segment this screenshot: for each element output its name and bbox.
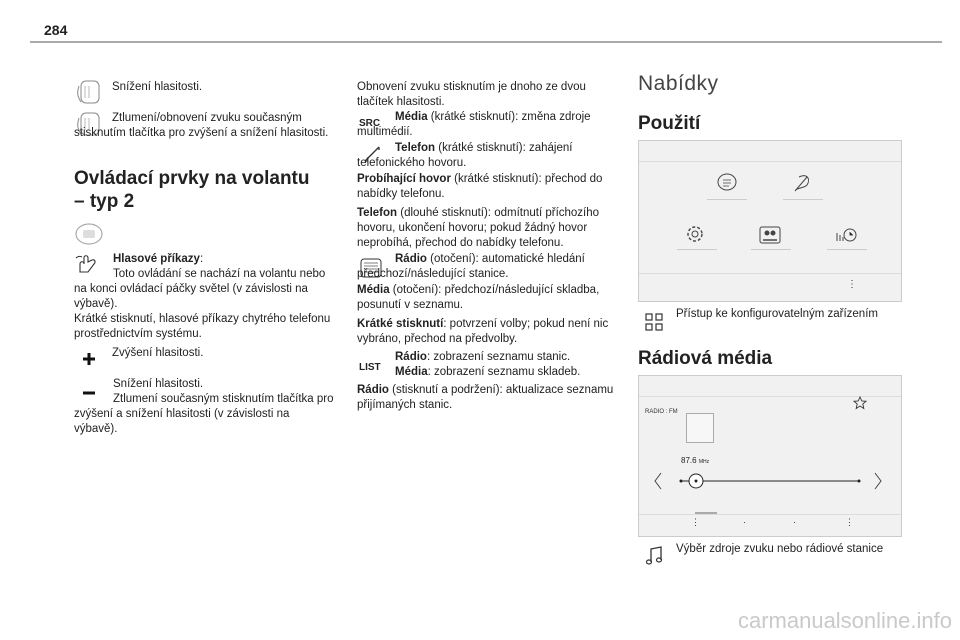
paragraph-mute: Ztlumení/obnovení zvuku současným stisknutím tlačítka pro zvýšení a snížení hlasitosti. (74, 112, 329, 139)
hold-text: (stisknutí a podržení): aktualizace seznamu přijímaných stanic. (357, 384, 614, 411)
source-select-text: Výběr zdroje zvuku nebo rádiové stanice (676, 543, 884, 555)
dot-icon[interactable]: · (793, 517, 796, 527)
apps-screen-illustration (638, 140, 902, 302)
heading-line-1: Ovládací prvky na volantu (74, 168, 310, 189)
minus-text-2: Ztlumení současným stisknutím tlačítka pro zvýšení a snížení hlasitosti (v závislosti na výbavě). (74, 393, 334, 435)
paragraph-src (357, 110, 619, 140)
section-heading-steering (74, 167, 334, 213)
src-bold: Média (395, 111, 428, 123)
voice-commands-text: Toto ovládání se nachází na volantu nebo na konci ovládací páčky světel (v závislosti na výbavě). (74, 268, 326, 310)
call-text: (krátké stisknutí): přechod do nabídky telefonu. (357, 173, 603, 200)
short-bold: Krátké stisknutí (357, 318, 444, 330)
paragraph-media-rotate (357, 283, 619, 313)
steering-wheel-icon (74, 222, 104, 246)
phone-text: (krátké stisknutí): zahájení telefonického hovoru. (357, 142, 573, 169)
header-rule (30, 41, 942, 43)
call-bold: Probíhající hovor (357, 173, 451, 185)
tel-text: (dlouhé stisknutí): odmítnutí příchozího hovoru, ukončení hovoru; pokud žádný hovor neprobíhá, přechod do nabídky telefonu. (357, 207, 600, 249)
list-media-bold: Média (395, 366, 428, 378)
paragraph-telephone-long (357, 206, 619, 251)
src-text: (krátké stisknutí): změna zdroje multimédií. (357, 111, 591, 138)
page-number: 284 (44, 22, 68, 38)
paragraph-phone (357, 141, 619, 171)
music-note-icon (645, 546, 663, 566)
media-bold: Média (357, 284, 390, 296)
device-access-text: Přístup ke konfigurovatelným zařízením (676, 308, 878, 320)
paragraph-restore-sound: Obnovení zvuku stisknutím je dnoho ze dvou tlačítek hlasitosti. (357, 81, 586, 108)
src-button-label: SRC (359, 118, 381, 129)
grid-apps-icon (645, 313, 663, 331)
voice-bubble-icon (715, 171, 739, 193)
list-radio-text: : zobrazení seznamu stanic. (426, 351, 571, 363)
contact-card-icon (758, 225, 782, 245)
paragraph-radio-rotate (357, 252, 619, 282)
radio-media-heading: Rádiová média (638, 348, 773, 369)
frequency-slider[interactable] (653, 469, 885, 493)
short-text: : potvrzení volby; pokud není nic vybráno, přechod na předvolby. (357, 318, 609, 345)
radio-screen-illustration (638, 375, 902, 537)
hold-bold: Rádio (357, 384, 389, 396)
more-dots-icon[interactable]: ⋮ (845, 517, 854, 527)
paragraph-short-press (357, 317, 619, 347)
paragraph-list (395, 350, 619, 380)
steering-wheel-control-icon (75, 78, 103, 106)
list-media-text: : zobrazení seznamu skladeb. (427, 366, 581, 378)
radio-bold: Rádio (395, 253, 427, 265)
voice-commands-label: Hlasové příkazy (113, 253, 200, 265)
paragraph-volume-down: Snížení hlasitosti. (112, 81, 203, 93)
station-logo-placeholder (686, 413, 714, 443)
frequency-readout (681, 456, 709, 465)
active-tab-indicator (695, 512, 717, 514)
watermark: carmanualsonline.info (737, 608, 952, 633)
frequency-value: 87.6 (681, 456, 697, 465)
paragraph-call (357, 172, 619, 202)
paragraph-volume-up: Zvýšení hlasitosti. (112, 347, 204, 359)
voice-colon: : (199, 253, 204, 265)
radio-text: (otočení): automatické hledání předchozí/následující stanice. (357, 253, 585, 280)
clock-settings-icon (833, 223, 859, 245)
paragraph-hold (357, 383, 619, 413)
voice-commands-text-2: Krátké stisknutí, hlasové příkazy chytrého telefonu prostřednictvím systému. (74, 313, 331, 340)
leaf-star-icon (789, 171, 813, 193)
heading-line-2: – typ 2 (74, 191, 135, 212)
next-station-icon (875, 473, 881, 489)
settings-gear-icon (683, 223, 707, 245)
media-text: (otočení): předchozí/následující skladba, posunutí v seznamu. (357, 284, 600, 311)
list-radio-bold: Rádio (395, 351, 427, 363)
minus-text-1: Snížení hlasitosti. (113, 378, 204, 390)
menu-dots-icon[interactable]: ⋮ (691, 517, 700, 527)
phone-bold: Telefon (395, 142, 436, 154)
menus-title: Nabídky (638, 72, 719, 95)
previous-station-icon (655, 473, 661, 489)
frequency-unit: MHz (698, 459, 710, 465)
paragraph-voice-commands (74, 252, 336, 342)
use-heading: Použití (638, 113, 701, 134)
list-button-label: LIST (359, 362, 381, 373)
paragraph-volume-down-mute (74, 377, 336, 437)
favorite-star-icon[interactable] (853, 396, 867, 410)
radio-band-label: RADIO : FM (645, 409, 678, 415)
tel-bold: Telefon (357, 207, 398, 219)
more-dots-icon: ⋮ (847, 279, 857, 290)
plus-icon (81, 351, 97, 367)
dot-icon[interactable]: · (743, 517, 746, 527)
